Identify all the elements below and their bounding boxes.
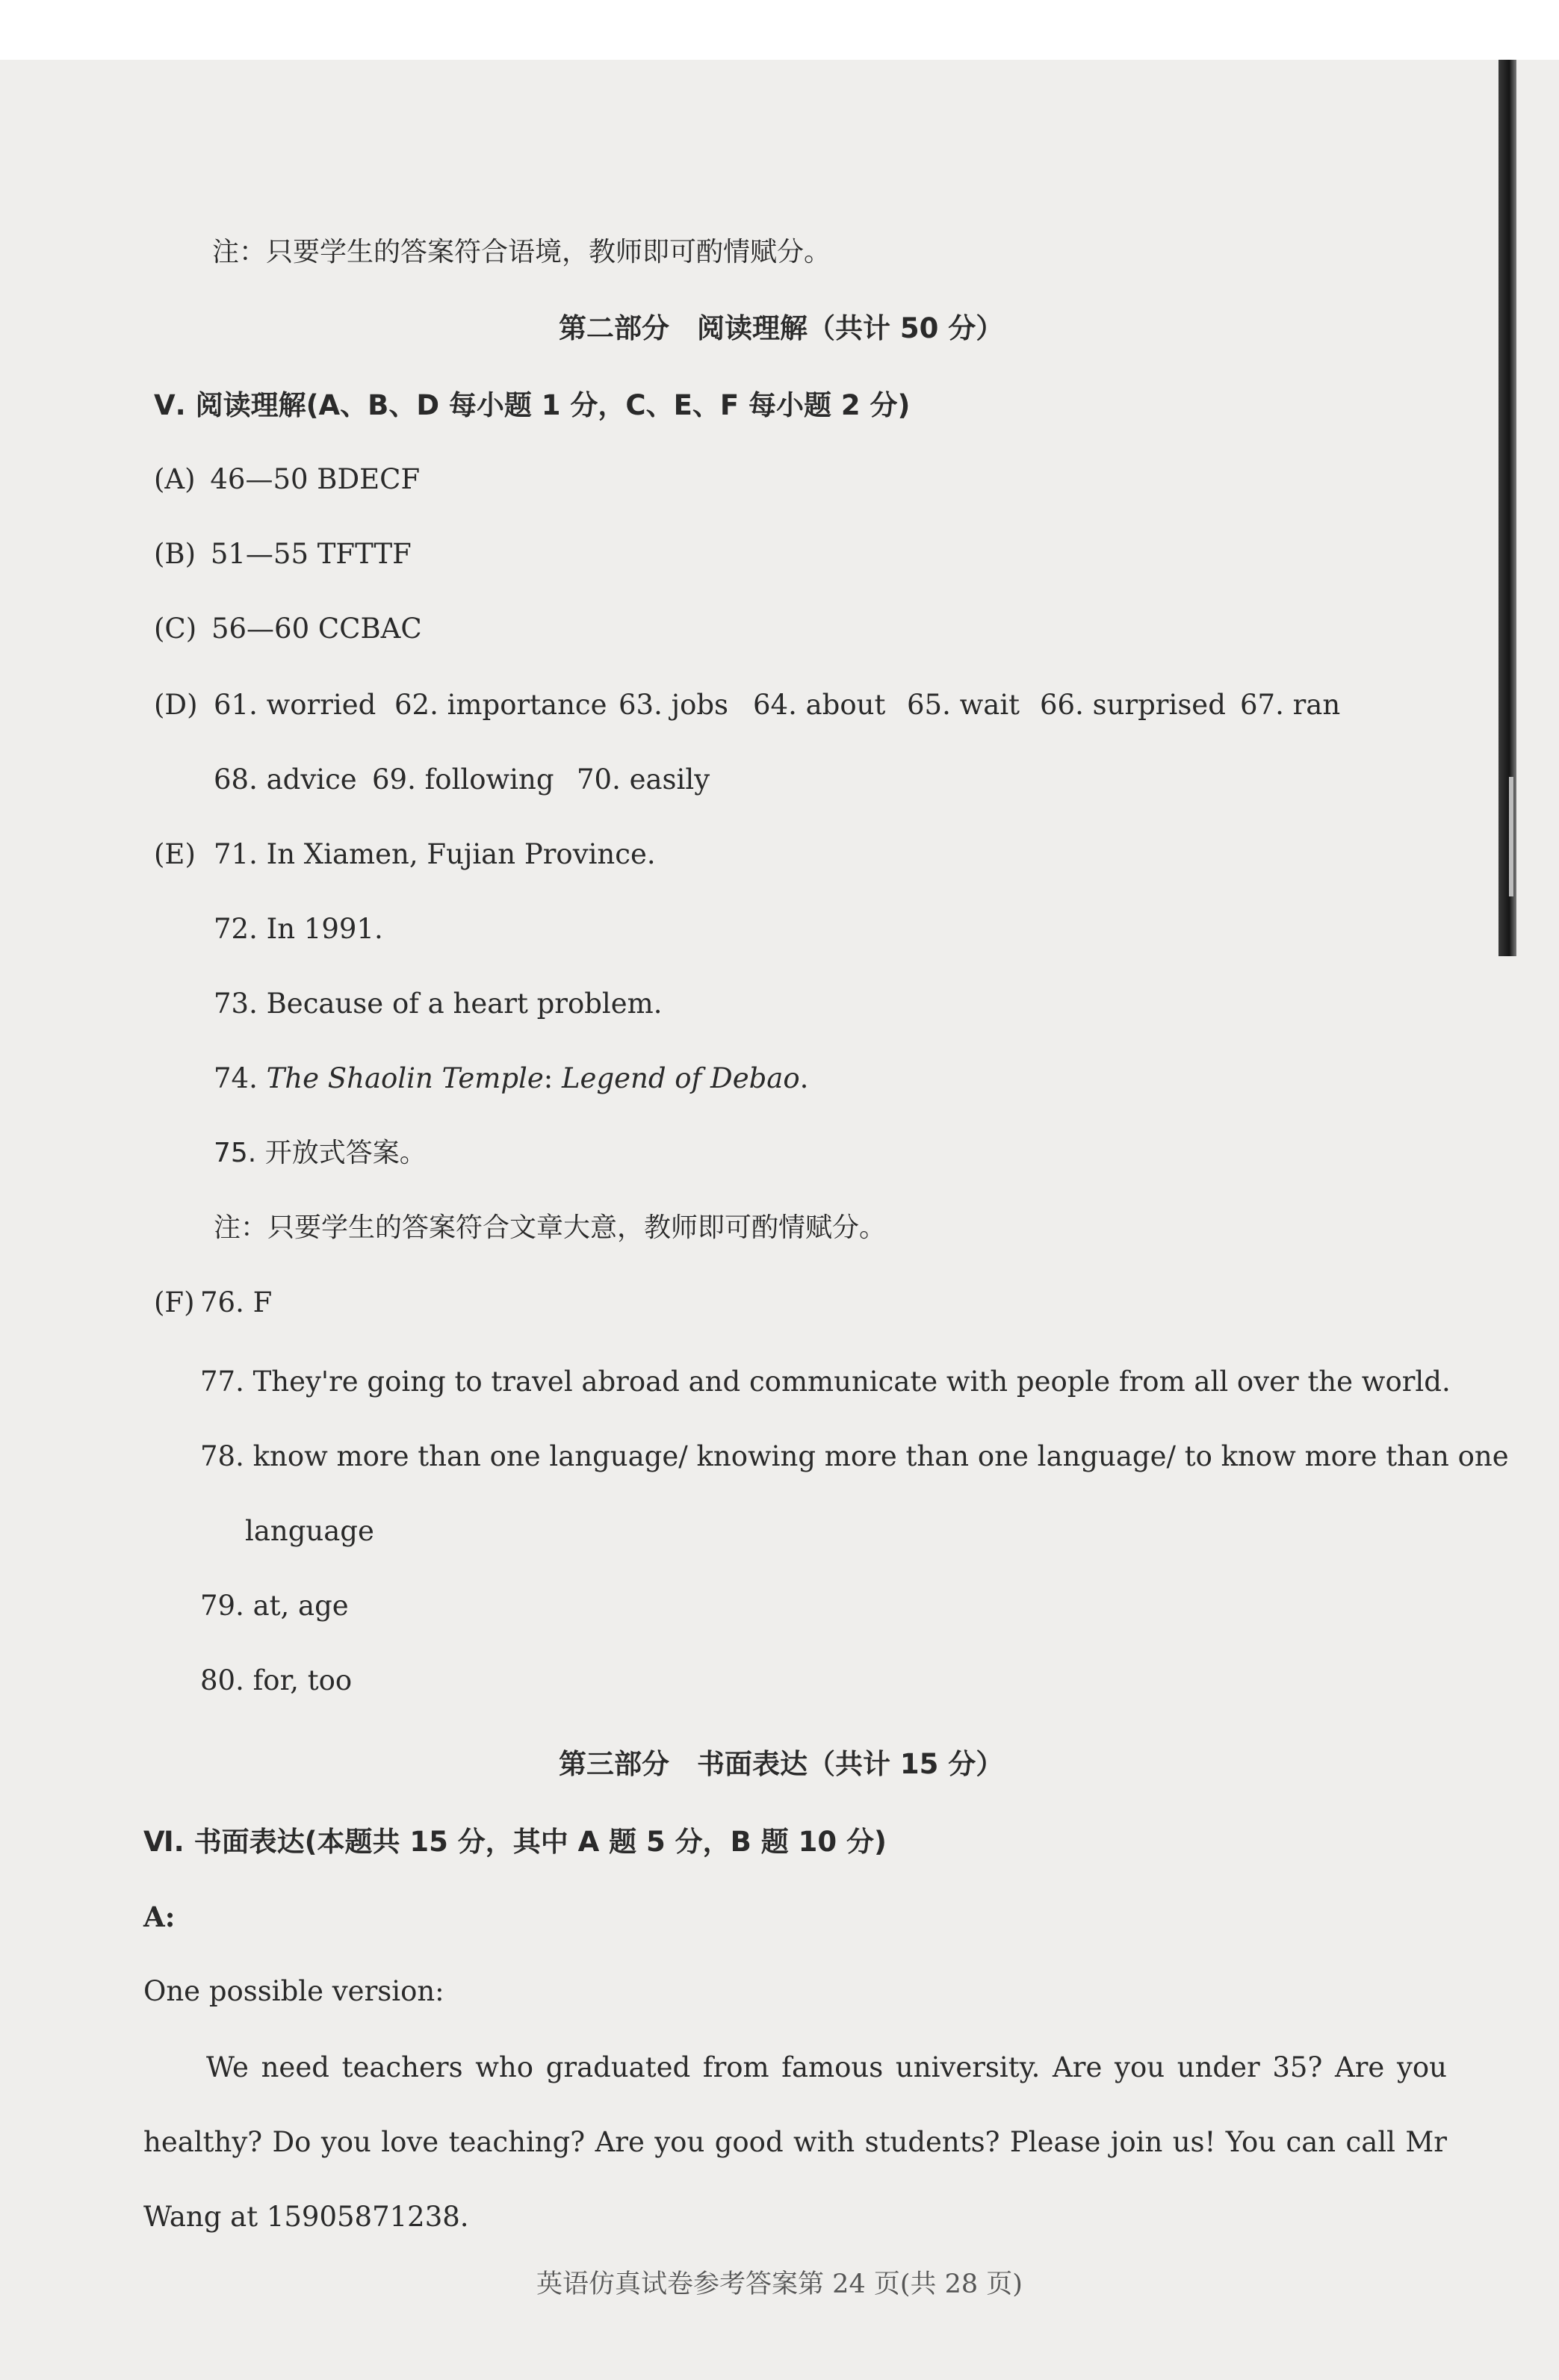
- scan-top-margin: [0, 0, 1559, 60]
- answer-74-subtitle: Legend of Debao: [561, 1062, 800, 1094]
- answer-item: 65. wait: [907, 689, 1020, 721]
- answer-79: 79. at, age: [200, 1590, 349, 1622]
- answers-b: [154, 538, 412, 571]
- scan-binding-edge: [1498, 60, 1516, 956]
- answer-76: 76. F: [200, 1286, 273, 1318]
- answers-b-text: 51—55 TFTTF: [210, 538, 412, 570]
- answer-item: 70. easily: [577, 763, 710, 796]
- answers-d-label: (D): [154, 689, 198, 721]
- essay-text: We need teachers who graduated from famous university. Are you under 35? Are you healthy? Do you love teaching? Are you good with students? Please join us! You can call Mr Wang at 15905871238.: [143, 2051, 1447, 2233]
- answer-item: 66. surprised: [1040, 689, 1226, 721]
- answers-a-text: 46—50 BDECF: [210, 463, 421, 495]
- note-e: 注：只要学生的答案符合文章大意，教师即可酌情赋分。: [214, 1212, 887, 1243]
- answer-72: 72. In 1991.: [214, 913, 383, 945]
- part-a-label: A:: [143, 1900, 176, 1933]
- answers-e-label: (E): [154, 838, 196, 870]
- section6-heading: Ⅵ. 书面表达(本题共 15 分，其中 A 题 5 分，B 题 10 分): [143, 1826, 887, 1858]
- answers-a: [154, 463, 420, 496]
- answer-74-period: .: [799, 1062, 809, 1094]
- part2-heading: 第二部分 阅读理解（共计 50 分）: [559, 312, 1004, 344]
- answers-b-label: (B): [154, 538, 196, 570]
- answer-73: 73. Because of a heart problem.: [214, 988, 663, 1020]
- answer-75: 75. 开放式答案。: [214, 1138, 427, 1168]
- answers-f-label: (F): [154, 1286, 195, 1318]
- answer-item: 69. following: [372, 763, 554, 796]
- answer-item: 68. advice: [214, 763, 357, 796]
- note-context: 注：只要学生的答案符合语境，教师即可酌情赋分。: [212, 237, 831, 267]
- section5-heading: Ⅴ. 阅读理解(A、B、D 每小题 1 分，C、E、F 每小题 2 分): [154, 389, 911, 421]
- answers-c-label: (C): [154, 613, 197, 645]
- answer-74-title: The Shaolin Temple: [266, 1062, 544, 1094]
- answer-74: [214, 1062, 808, 1095]
- answer-item: 67. ran: [1240, 689, 1341, 721]
- scan-binding-edge-highlight: [1509, 777, 1513, 896]
- answers-a-label: (A): [154, 463, 196, 495]
- answer-78-line1: 78. know more than one language/ knowing more than one language/ to know more than one: [200, 1440, 1509, 1472]
- answer-74-number: 74.: [214, 1062, 258, 1094]
- answer-80: 80. for, too: [200, 1664, 353, 1696]
- page-footer: 英语仿真试卷参考答案第 24 页(共 28 页): [536, 2269, 1023, 2299]
- answer-78-line2: language: [245, 1515, 374, 1547]
- answer-77: 77. They're going to travel abroad and communicate with people from all over the world.: [200, 1366, 1451, 1398]
- answer-item: 61. worried: [214, 689, 376, 721]
- version-label: One possible version:: [143, 1975, 444, 2007]
- answer-item: 62. importance: [394, 689, 607, 721]
- answer-71: 71. In Xiamen, Fujian Province.: [214, 838, 656, 870]
- answers-c: [154, 613, 422, 645]
- answer-74-separator: :: [543, 1062, 554, 1094]
- part3-heading: 第三部分 书面表达（共计 15 分）: [559, 1748, 1004, 1780]
- answer-item: 64. about: [753, 689, 886, 721]
- answer-item: 63. jobs: [619, 689, 729, 721]
- answers-c-text: 56—60 CCBAC: [211, 613, 422, 645]
